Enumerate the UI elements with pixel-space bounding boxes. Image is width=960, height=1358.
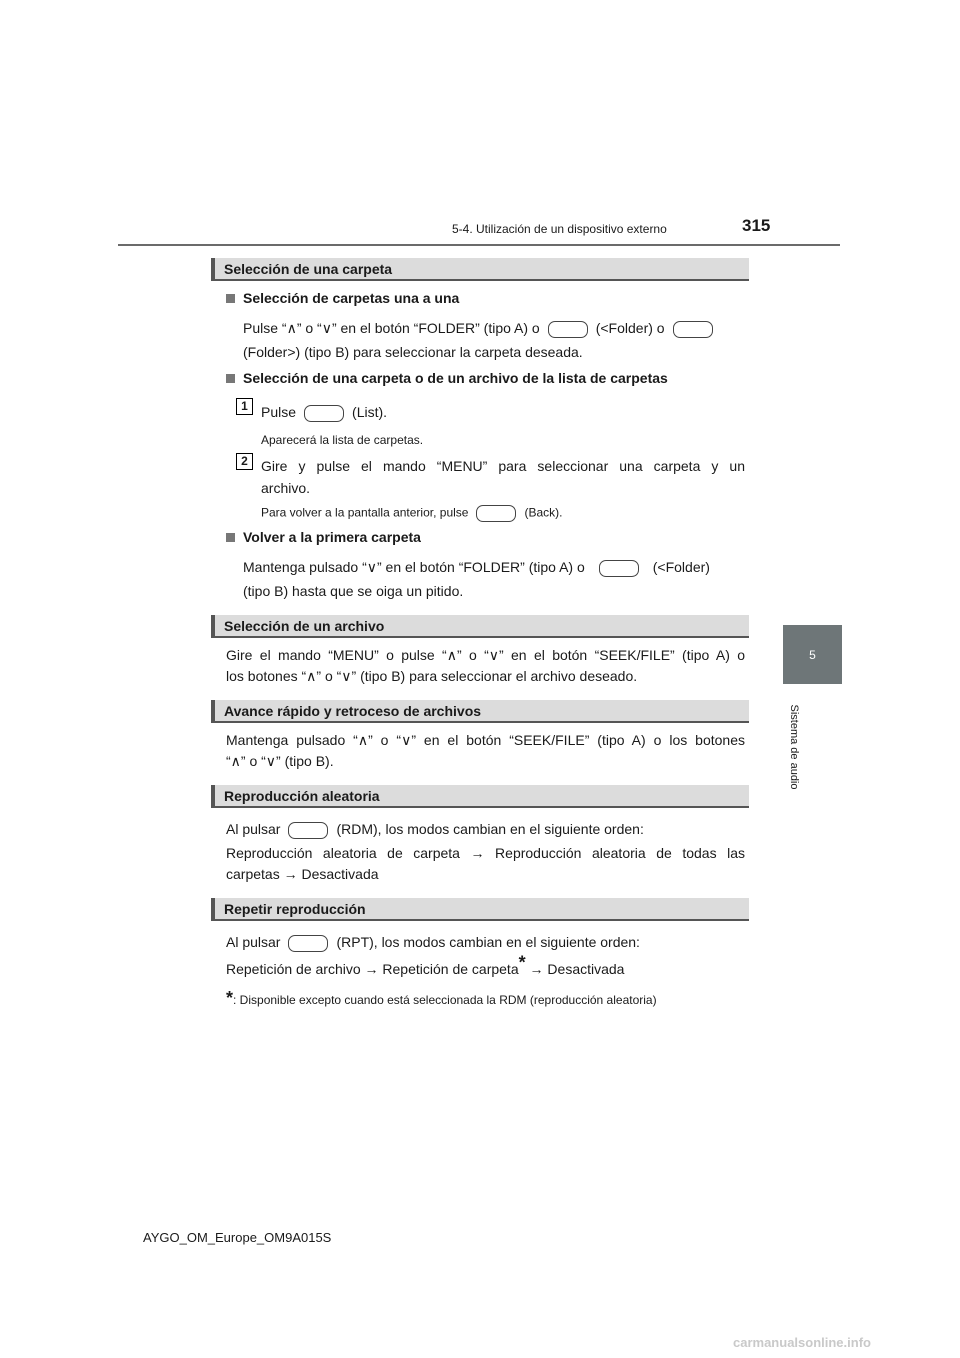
section-heading-repetir: Repetir reproducción [211, 898, 749, 921]
chapter-tab [783, 625, 842, 684]
step-number-2: 2 [236, 453, 253, 470]
text-run: (RDM), los modos cambian en el siguiente orden: [336, 821, 644, 837]
button-key-icon [288, 822, 328, 839]
subheading-lista-de-carpetas [226, 370, 668, 386]
page-number: 315 [742, 216, 771, 235]
paragraph-line [243, 316, 721, 340]
paragraph-line [243, 555, 710, 579]
button-key-icon [673, 321, 713, 338]
step-number-1: 1 [236, 398, 253, 415]
paragraph-line [226, 952, 625, 981]
subheading-text: Selección de una carpeta o de un archivo de la lista de carpetas [243, 370, 668, 386]
document-code: AYGO_OM_Europe_OM9A015S [143, 1230, 332, 1245]
watermark: carmanualsonline.info [733, 1335, 871, 1350]
text-run: (Back). [524, 505, 563, 520]
step-1-note: Aparecerá la lista de carpetas. [261, 433, 424, 447]
text-run: Mantenga pulsado “∨” en el botón “FOLDER” (tipo A) o [243, 559, 585, 575]
paragraph-line: carpetas → Desactivada [226, 866, 379, 882]
text-run: Al pulsar [226, 821, 281, 837]
footnote-text: : Disponible excepto cuando está seleccionada la RDM (reproducción aleatoria) [233, 993, 657, 1007]
paragraph-line [226, 817, 644, 841]
paragraph-line: (tipo B) hasta que se oiga un pitido. [243, 583, 464, 599]
step-2-line-2: archivo. [261, 480, 311, 496]
text-run: (RPT), los modos cambian en el siguiente orden: [336, 934, 640, 950]
paragraph-line: Reproducción aleatoria de carpeta → Reproducción aleatoria de todas las [226, 845, 745, 861]
header-section-title: 5-4. Utilización de un dispositivo externo [452, 222, 667, 236]
header-divider [118, 244, 840, 246]
button-key-icon [304, 405, 344, 422]
text-run: Pulse “∧” o “∨” en el botón “FOLDER” (tipo A) o [243, 320, 540, 336]
text-run: Repetición de archivo → Repetición de carpeta [226, 961, 519, 977]
text-run: → Desactivada [525, 961, 625, 977]
square-bullet-icon [226, 374, 235, 383]
section-heading-archivo: Selección de un archivo [211, 615, 749, 638]
step-2-note [261, 505, 562, 522]
button-key-icon [548, 321, 588, 338]
text-run: (<Folder) o [595, 320, 665, 336]
square-bullet-icon [226, 294, 235, 303]
section-heading-aleatoria: Reproducción aleatoria [211, 785, 749, 808]
footnote-asterisk: * [226, 988, 234, 1008]
text-run: Pulse [261, 404, 297, 420]
footnote-asterisk: * [518, 952, 526, 973]
chapter-number: 5 [809, 647, 816, 662]
subheading-primera-carpeta [226, 529, 421, 545]
paragraph-line [226, 930, 640, 954]
chapter-label [782, 692, 806, 802]
subheading-text: Volver a la primera carpeta [243, 529, 421, 545]
button-key-icon [476, 505, 516, 522]
text-run: Al pulsar [226, 934, 281, 950]
paragraph-line: los botones “∧” o “∨” (tipo B) para seleccionar el archivo deseado. [226, 668, 638, 684]
button-key-icon [288, 935, 328, 952]
text-run: Para volver a la pantalla anterior, pulse [261, 505, 469, 520]
section-heading-carpeta: Selección de una carpeta [211, 258, 749, 281]
paragraph-line: Mantenga pulsado “∧” o “∨” en el botón “SEEK/FILE” (tipo A) o los botones [226, 732, 745, 748]
step-1-text [261, 400, 387, 424]
step-2-line-1: Gire y pulse el mando “MENU” para seleccionar una carpeta y un [261, 458, 745, 474]
paragraph-line: “∧” o “∨” (tipo B). [226, 753, 334, 769]
chapter-label-text: Sistema de audio [788, 704, 800, 790]
square-bullet-icon [226, 533, 235, 542]
section-heading-avance: Avance rápido y retroceso de archivos [211, 700, 749, 723]
footnote [226, 988, 657, 1009]
subheading-text: Selección de carpetas una a una [243, 290, 460, 306]
text-run: (List). [352, 404, 388, 420]
paragraph-line: Gire el mando “MENU” o pulse “∧” o “∨” en el botón “SEEK/FILE” (tipo A) o [226, 647, 745, 663]
button-key-icon [599, 560, 639, 577]
subheading-carpetas-una-a-una [226, 290, 459, 306]
text-run: (<Folder) [652, 559, 710, 575]
paragraph-line: (Folder>) (tipo B) para seleccionar la carpeta deseada. [243, 344, 583, 360]
